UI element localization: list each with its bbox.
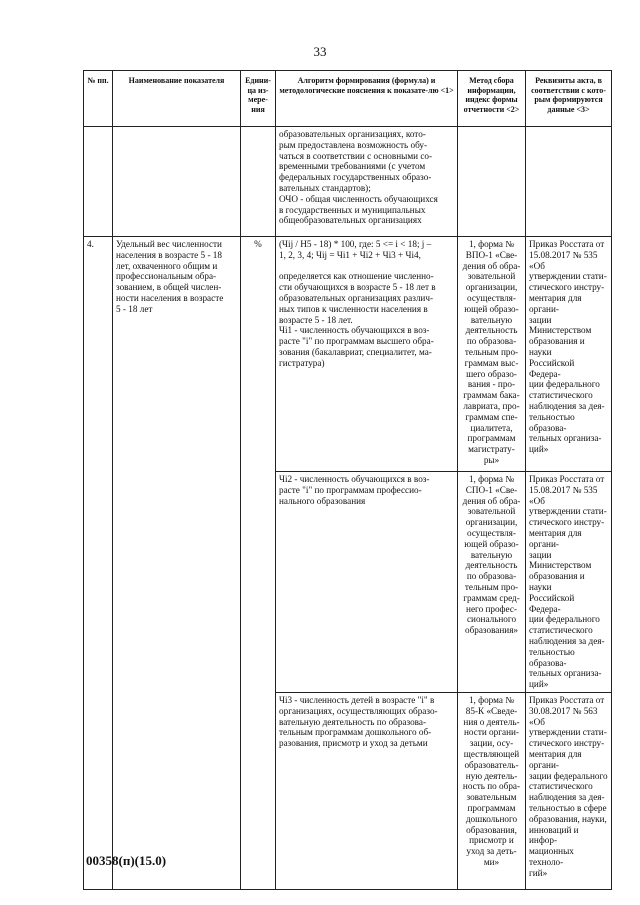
method-line: сионального (466, 614, 517, 625)
algorithm-line: чаться в соответствии с основными со- (279, 150, 433, 161)
act-line: тельных организа- (529, 433, 602, 444)
act-line: ментария для органи- (529, 527, 582, 549)
act-line: образования и науки (529, 571, 585, 592)
act-line: утверждении стати- (529, 271, 607, 282)
method-line: 85-К «Сведе- (465, 705, 518, 716)
table-row-continuation (84, 127, 612, 237)
algorithm-line: ных типов к численности населения в (279, 303, 428, 314)
algorithm-line: федеральных государственных образо- (279, 172, 432, 183)
method-line: вания - про- (467, 379, 516, 390)
document-code: 00358(п)(15.0) (86, 853, 167, 868)
method-line: 1, форма № (468, 694, 515, 705)
method-line: программам (467, 802, 516, 813)
act-line: 15.08.2017 № 535 «Об (529, 484, 598, 506)
method-line: дошкольного (465, 813, 518, 824)
method-line: ВПО-1 «Све- (465, 249, 518, 260)
act-line: ции федерального (529, 614, 600, 625)
act-line: зации Министерством (529, 549, 592, 571)
act-line: наблюдения за дея- (529, 792, 605, 803)
algorithm-line (279, 261, 454, 272)
unit-value: % (241, 237, 276, 890)
algorithm-line: сти обучающихся в возрасте 5 - 18 лет в (279, 282, 436, 293)
act-line: Российской Федера- (529, 357, 575, 379)
act-line: ментария для органи- (529, 292, 582, 314)
method-line: ности органи- (464, 727, 519, 738)
algorithm-line: нального образования (279, 495, 366, 506)
algorithm-part-1 (276, 237, 458, 472)
algorithm-line: гистратура) (279, 357, 325, 368)
method-line: 1, форма № (468, 474, 515, 484)
header-method: Метод сбора информации, индекс формы отчетности <2> (458, 71, 526, 127)
algorithm-line: 1, 2, 3, 4; Чij = Чi1 + Чi2 + Чi3 + Чi4, (279, 249, 421, 260)
cell-number (84, 127, 113, 237)
method-line: присмотр и (469, 835, 514, 846)
act-line: Российской Федера- (529, 592, 575, 614)
act-line: Приказ Росстата от (529, 694, 605, 705)
act-line: утверждении стати- (529, 506, 607, 517)
act-line: образования, науки, (529, 813, 607, 824)
method-line: тельным про- (464, 346, 519, 357)
algorithm-line: образовательных организациях различ- (279, 292, 434, 303)
method-line: ющей образо- (464, 303, 519, 314)
method-line: шего образо- (466, 368, 517, 379)
algorithm-line: вательных стандартов); (279, 182, 371, 193)
act-line: статистического (529, 781, 593, 792)
method-line: по образова- (466, 571, 517, 582)
method-line: деятельность (465, 560, 518, 571)
algorithm-line: возрасте 5 - 18 лет. (279, 314, 353, 325)
algorithm-line: в государственных и муниципальных (279, 204, 426, 215)
act-line: образования и науки (529, 336, 585, 357)
algorithm-line: рым предоставлена возможность обу- (279, 139, 428, 150)
method-line: ми» (483, 856, 500, 867)
method-line: магистрату- (468, 444, 515, 455)
act-line: Приказ Росстата от (529, 474, 605, 484)
act-line: наблюдения за дея- (529, 635, 605, 646)
indicator-name (113, 237, 241, 890)
method-line: циалитета, (470, 422, 513, 433)
indicators-table (83, 70, 612, 890)
header-unit: Едини-ца из-мере-ния (241, 71, 276, 127)
algorithm-line: расте "i" по программам высшего обра- (279, 336, 434, 347)
algorithm-line: определяется как отношение численно- (279, 271, 434, 282)
method-line: программам (467, 433, 516, 444)
method-line: уход за деть- (466, 846, 517, 857)
method-line: организации, (465, 517, 518, 528)
algorithm-line: расте "i" по программам профессио- (279, 484, 422, 495)
table-header-row (84, 71, 612, 127)
act-line: 30.08.2017 № 563 «Об (529, 705, 598, 727)
method-line: граммам спе- (465, 411, 518, 422)
act-line: Приказ Росстата от (529, 239, 605, 249)
method-line: 1, форма № (468, 239, 515, 249)
header-algorithm: Алгоритм формирования (формула) и методологические пояснения к показате-лю <1> (276, 71, 458, 127)
act-line: стического инстру- (529, 738, 605, 749)
act-line: инноваций и инфор- (529, 824, 579, 846)
indicator-name-line: населения в возрасте 5 - 18 (116, 249, 222, 260)
indicator-name-line: лет, охваченного общим и (116, 260, 218, 271)
act-line: ций» (529, 444, 549, 455)
method-line: граммам бака- (463, 390, 520, 401)
method-line: образования, (466, 824, 517, 835)
act-line: статистического (529, 625, 593, 636)
act-line: тельностью образова- (529, 646, 575, 668)
method-line: зовательной (467, 271, 516, 282)
act-line: ментария для органи- (529, 748, 582, 770)
method-line: зовательным (466, 792, 517, 803)
method-line: образователь- (464, 759, 519, 770)
method-line: вательную (470, 549, 513, 560)
indicator-name-line: зованием, в общей числен- (116, 282, 222, 293)
method-line: зации, осу- (469, 738, 514, 749)
method-line: лавриата, про- (463, 400, 520, 411)
cell-algorithm (276, 127, 458, 237)
method-line: осуществля- (467, 292, 516, 303)
cell-unit (241, 127, 276, 237)
method-line: по образова- (466, 336, 517, 347)
algorithm-line: тельным программам дошкольного об- (279, 727, 432, 738)
method-line: тельным про- (464, 581, 519, 592)
indicator-name-line: Удельный вес численности (116, 239, 222, 249)
method-part-3 (458, 692, 526, 889)
act-line: тельностью образова- (529, 411, 575, 433)
method-line: ществляющей (463, 748, 520, 759)
page-number: 33 (313, 44, 327, 59)
act-line: мационных техноло- (529, 846, 574, 867)
method-line: него профес- (466, 603, 517, 614)
algorithm-line: образовательных организациях, кото- (279, 129, 426, 139)
algorithm-line: организациях, осуществляющих образо- (279, 705, 438, 716)
method-line: дения об обра- (462, 260, 521, 271)
method-line: ную деятель- (465, 770, 518, 781)
method-line: ющей образо- (464, 538, 519, 549)
act-line: стического инстру- (529, 282, 605, 293)
act-line: зации федерального (529, 770, 608, 781)
indicator-name-line: профессиональным обра- (116, 271, 217, 282)
indicator-name-line: ности населения в возрасте (116, 292, 224, 303)
method-line: осуществля- (467, 527, 516, 538)
act-part-3 (526, 692, 612, 889)
act-line: гий» (529, 867, 548, 878)
algorithm-part-2 (276, 472, 458, 693)
method-line: образования» (464, 625, 519, 636)
method-line: СПО-1 «Све- (465, 484, 518, 495)
act-part-2 (526, 472, 612, 693)
indicator-name-line: 5 - 18 лет (116, 303, 153, 314)
method-line: граммам сред- (463, 592, 520, 603)
act-line: тельных организа- (529, 668, 602, 679)
algorithm-line: Чi2 - численность обучающихся в воз- (279, 474, 430, 484)
act-line: ций» (529, 679, 549, 690)
header-number: № пп. (84, 71, 113, 127)
algorithm-line: зования (бакалавриат, специалитет, ма- (279, 346, 432, 357)
cell-method (458, 127, 526, 237)
method-line: зовательной (467, 506, 516, 517)
algorithm-line: временными требованиями (с учетом (279, 161, 426, 172)
method-line: вательную (470, 314, 513, 325)
method-line: дения об обра- (462, 495, 521, 506)
act-line: стического инстру- (529, 517, 605, 528)
act-line: статистического (529, 390, 593, 401)
algorithm-line: вательную деятельность по образова- (279, 716, 427, 727)
algorithm-line: Чi3 - численность детей в возрасте "i" в (279, 694, 435, 705)
algorithm-line: общеобразовательных организациях (279, 215, 422, 226)
act-part-1 (526, 237, 612, 472)
method-line: граммам выс- (464, 357, 519, 368)
row-number: 4. (84, 237, 113, 890)
act-line: утверждении стати- (529, 727, 607, 738)
algorithm-part-3 (276, 692, 458, 889)
method-line: организации, (465, 282, 518, 293)
method-line: ния о деятель- (463, 716, 520, 727)
table-row-4 (84, 237, 612, 472)
algorithm-line: ОЧО - общая численность обучающихся (279, 193, 438, 204)
act-line: 15.08.2017 № 535 «Об (529, 249, 598, 271)
cell-name (113, 127, 241, 237)
algorithm-line: Чi1 - численность обучающихся в воз- (279, 325, 430, 336)
act-line: зации Министерством (529, 314, 592, 336)
act-line: тельностью в сфере (529, 802, 607, 813)
header-act: Реквизиты акта, в соответствии с кото-рым формируются данные <3> (526, 71, 612, 127)
algorithm-line: разования, присмотр и уход за детьми (279, 738, 428, 749)
algorithm-line: (Чij / Н5 - 18) * 100, где: 5 <= i < 18; j – (279, 239, 432, 249)
cell-act (526, 127, 612, 237)
method-line: ры» (483, 454, 500, 465)
method-line: деятельность (465, 325, 518, 336)
header-indicator-name: Наименование показателя (113, 71, 241, 127)
method-part-1 (458, 237, 526, 472)
act-line: ции федерального (529, 379, 600, 390)
method-part-2 (458, 472, 526, 693)
act-line: наблюдения за дея- (529, 400, 605, 411)
method-line: ность по обра- (462, 781, 521, 792)
